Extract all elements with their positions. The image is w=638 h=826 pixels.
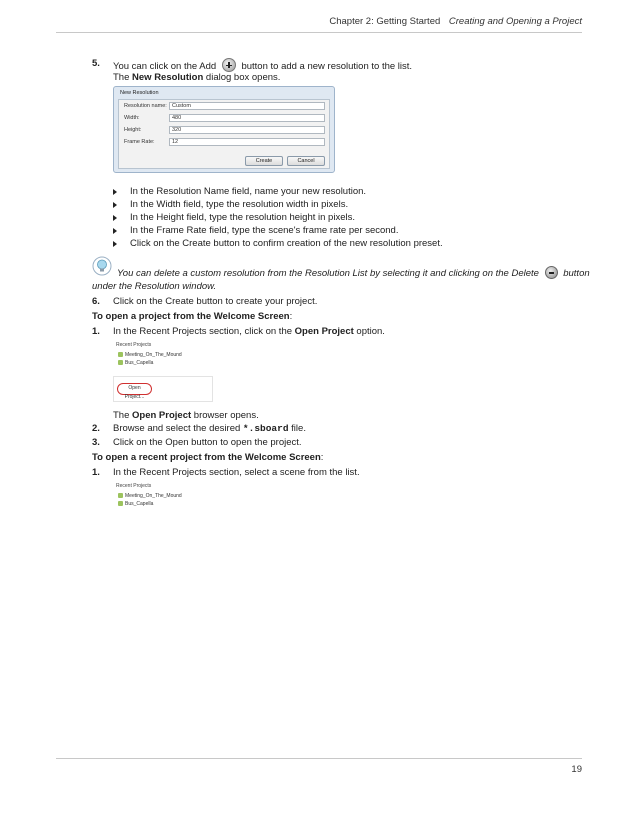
open-step-3-text: Click on the Open button to open the project. — [113, 437, 302, 448]
heading-1-tail: : — [289, 311, 293, 322]
project-name: Meeting_On_The_Mound — [125, 493, 182, 499]
recent-project-item[interactable] — [118, 493, 182, 499]
recent-projects-panel — [113, 483, 213, 513]
cancel-button[interactable]: Cancel — [287, 156, 325, 166]
height-input[interactable]: 320 — [169, 126, 325, 134]
width-label: Width: — [124, 115, 140, 121]
step-5-line-2-pre: The — [113, 72, 130, 83]
lightbulb-icon — [92, 256, 112, 276]
bullet-item: In the Width field, type the resolution width in pixels. — [130, 199, 349, 210]
dialog-body — [118, 99, 330, 169]
open-step-2-text — [113, 423, 306, 435]
tip-text — [117, 266, 590, 280]
open-project-panel — [113, 376, 213, 402]
open-step-1-post: option. — [356, 326, 385, 337]
section-title: Creating and Opening a Project — [448, 16, 582, 27]
page-number: 19 — [571, 764, 582, 775]
recent-projects-title: Recent Projects — [116, 483, 152, 489]
step-5-line-2-post: dialog box opens. — [205, 72, 281, 83]
tip-text-line-2: under the Resolution window. — [92, 281, 217, 292]
bullet-item: Click on the Create button to confirm creation of the new resolution preset. — [130, 238, 443, 249]
chapter-title: Chapter 2: Getting Started — [329, 16, 441, 27]
bullet-arrow-icon — [113, 228, 117, 234]
open-step-3-number: 3. — [92, 437, 100, 448]
tip-text-post: button — [563, 268, 590, 279]
open-step-1-text — [113, 326, 385, 338]
project-icon — [118, 352, 123, 357]
step-5-number: 5. — [92, 58, 100, 69]
recent-project-item[interactable] — [118, 501, 153, 507]
recent-project-item[interactable] — [118, 352, 182, 358]
step-5-line-2 — [113, 72, 280, 84]
open-browser-pre: The — [113, 410, 130, 421]
recent-step-1-text: In the Recent Projects section, select a scene from the list. — [113, 467, 360, 478]
file-extension-code: *.sboard — [242, 423, 289, 434]
project-name: Meeting_On_The_Mound — [125, 352, 182, 358]
step-5-post: button to add a new resolution to the list. — [241, 61, 413, 72]
open-step-2-pre: Browse and select the desired — [113, 423, 241, 434]
open-step-2-number: 2. — [92, 423, 100, 434]
step-6-number: 6. — [92, 296, 100, 307]
header-divider — [56, 32, 582, 33]
bullet-item: In the Height field, type the resolution height in pixels. — [130, 212, 355, 223]
open-project-button[interactable]: Open Project... — [117, 383, 152, 395]
new-resolution-dialog — [113, 86, 335, 173]
recent-projects-title: Recent Projects — [116, 342, 152, 348]
frame-rate-label: Frame Rate: — [124, 139, 155, 145]
open-browser-line — [113, 410, 259, 422]
step-6-text: Click on the Create button to create your project. — [113, 296, 318, 307]
create-button[interactable]: Create — [245, 156, 283, 166]
bullet-item: In the Frame Rate field, type the scene's frame rate per second. — [130, 225, 399, 236]
project-icon — [118, 501, 123, 506]
resolution-name-label: Resolution name: — [124, 103, 167, 109]
footer-divider — [56, 758, 582, 759]
open-step-1-pre: In the Recent Projects section, click on the — [113, 326, 293, 337]
heading-2-tail: : — [320, 452, 324, 463]
dialog-name-bold: New Resolution — [132, 72, 204, 83]
project-icon — [118, 493, 123, 498]
open-step-2-post: file. — [291, 423, 306, 434]
recent-projects-panel — [113, 342, 213, 370]
heading-1-bold: To open a project from the Welcome Screen — [92, 311, 290, 322]
tip-text-pre: You can delete a custom resolution from the Resolution List by selecting it and clicking on the Delete — [117, 268, 539, 279]
heading-2-bold: To open a recent project from the Welcome Screen — [92, 452, 321, 463]
page-header — [329, 16, 582, 27]
step-5-text — [113, 58, 412, 73]
bullet-arrow-icon — [113, 241, 117, 247]
bullet-arrow-icon — [113, 215, 117, 221]
open-browser-post: browser opens. — [193, 410, 259, 421]
project-name: Bus_Capella — [125, 360, 154, 366]
recent-step-1-number: 1. — [92, 467, 100, 478]
height-label: Height: — [124, 127, 142, 133]
frame-rate-input[interactable]: 12 — [169, 138, 325, 146]
recent-project-item[interactable] — [118, 360, 153, 366]
dialog-title: New Resolution — [120, 90, 159, 96]
bullet-arrow-icon — [113, 202, 117, 208]
open-step-1-bold: Open Project — [294, 326, 354, 337]
open-browser-bold: Open Project — [132, 410, 192, 421]
delete-icon — [545, 266, 558, 279]
bullet-item: In the Resolution Name field, name your new resolution. — [130, 186, 367, 197]
project-name: Bus_Capella — [125, 501, 154, 507]
bullet-arrow-icon — [113, 189, 117, 195]
width-input[interactable]: 480 — [169, 114, 325, 122]
step-5-pre: You can click on the Add — [113, 61, 217, 72]
section-heading-open-recent — [92, 452, 323, 464]
open-step-1-number: 1. — [92, 326, 100, 337]
section-heading-open-project — [92, 311, 292, 323]
resolution-name-input[interactable]: Custom — [169, 102, 325, 110]
project-icon — [118, 360, 123, 365]
add-icon — [222, 58, 236, 72]
